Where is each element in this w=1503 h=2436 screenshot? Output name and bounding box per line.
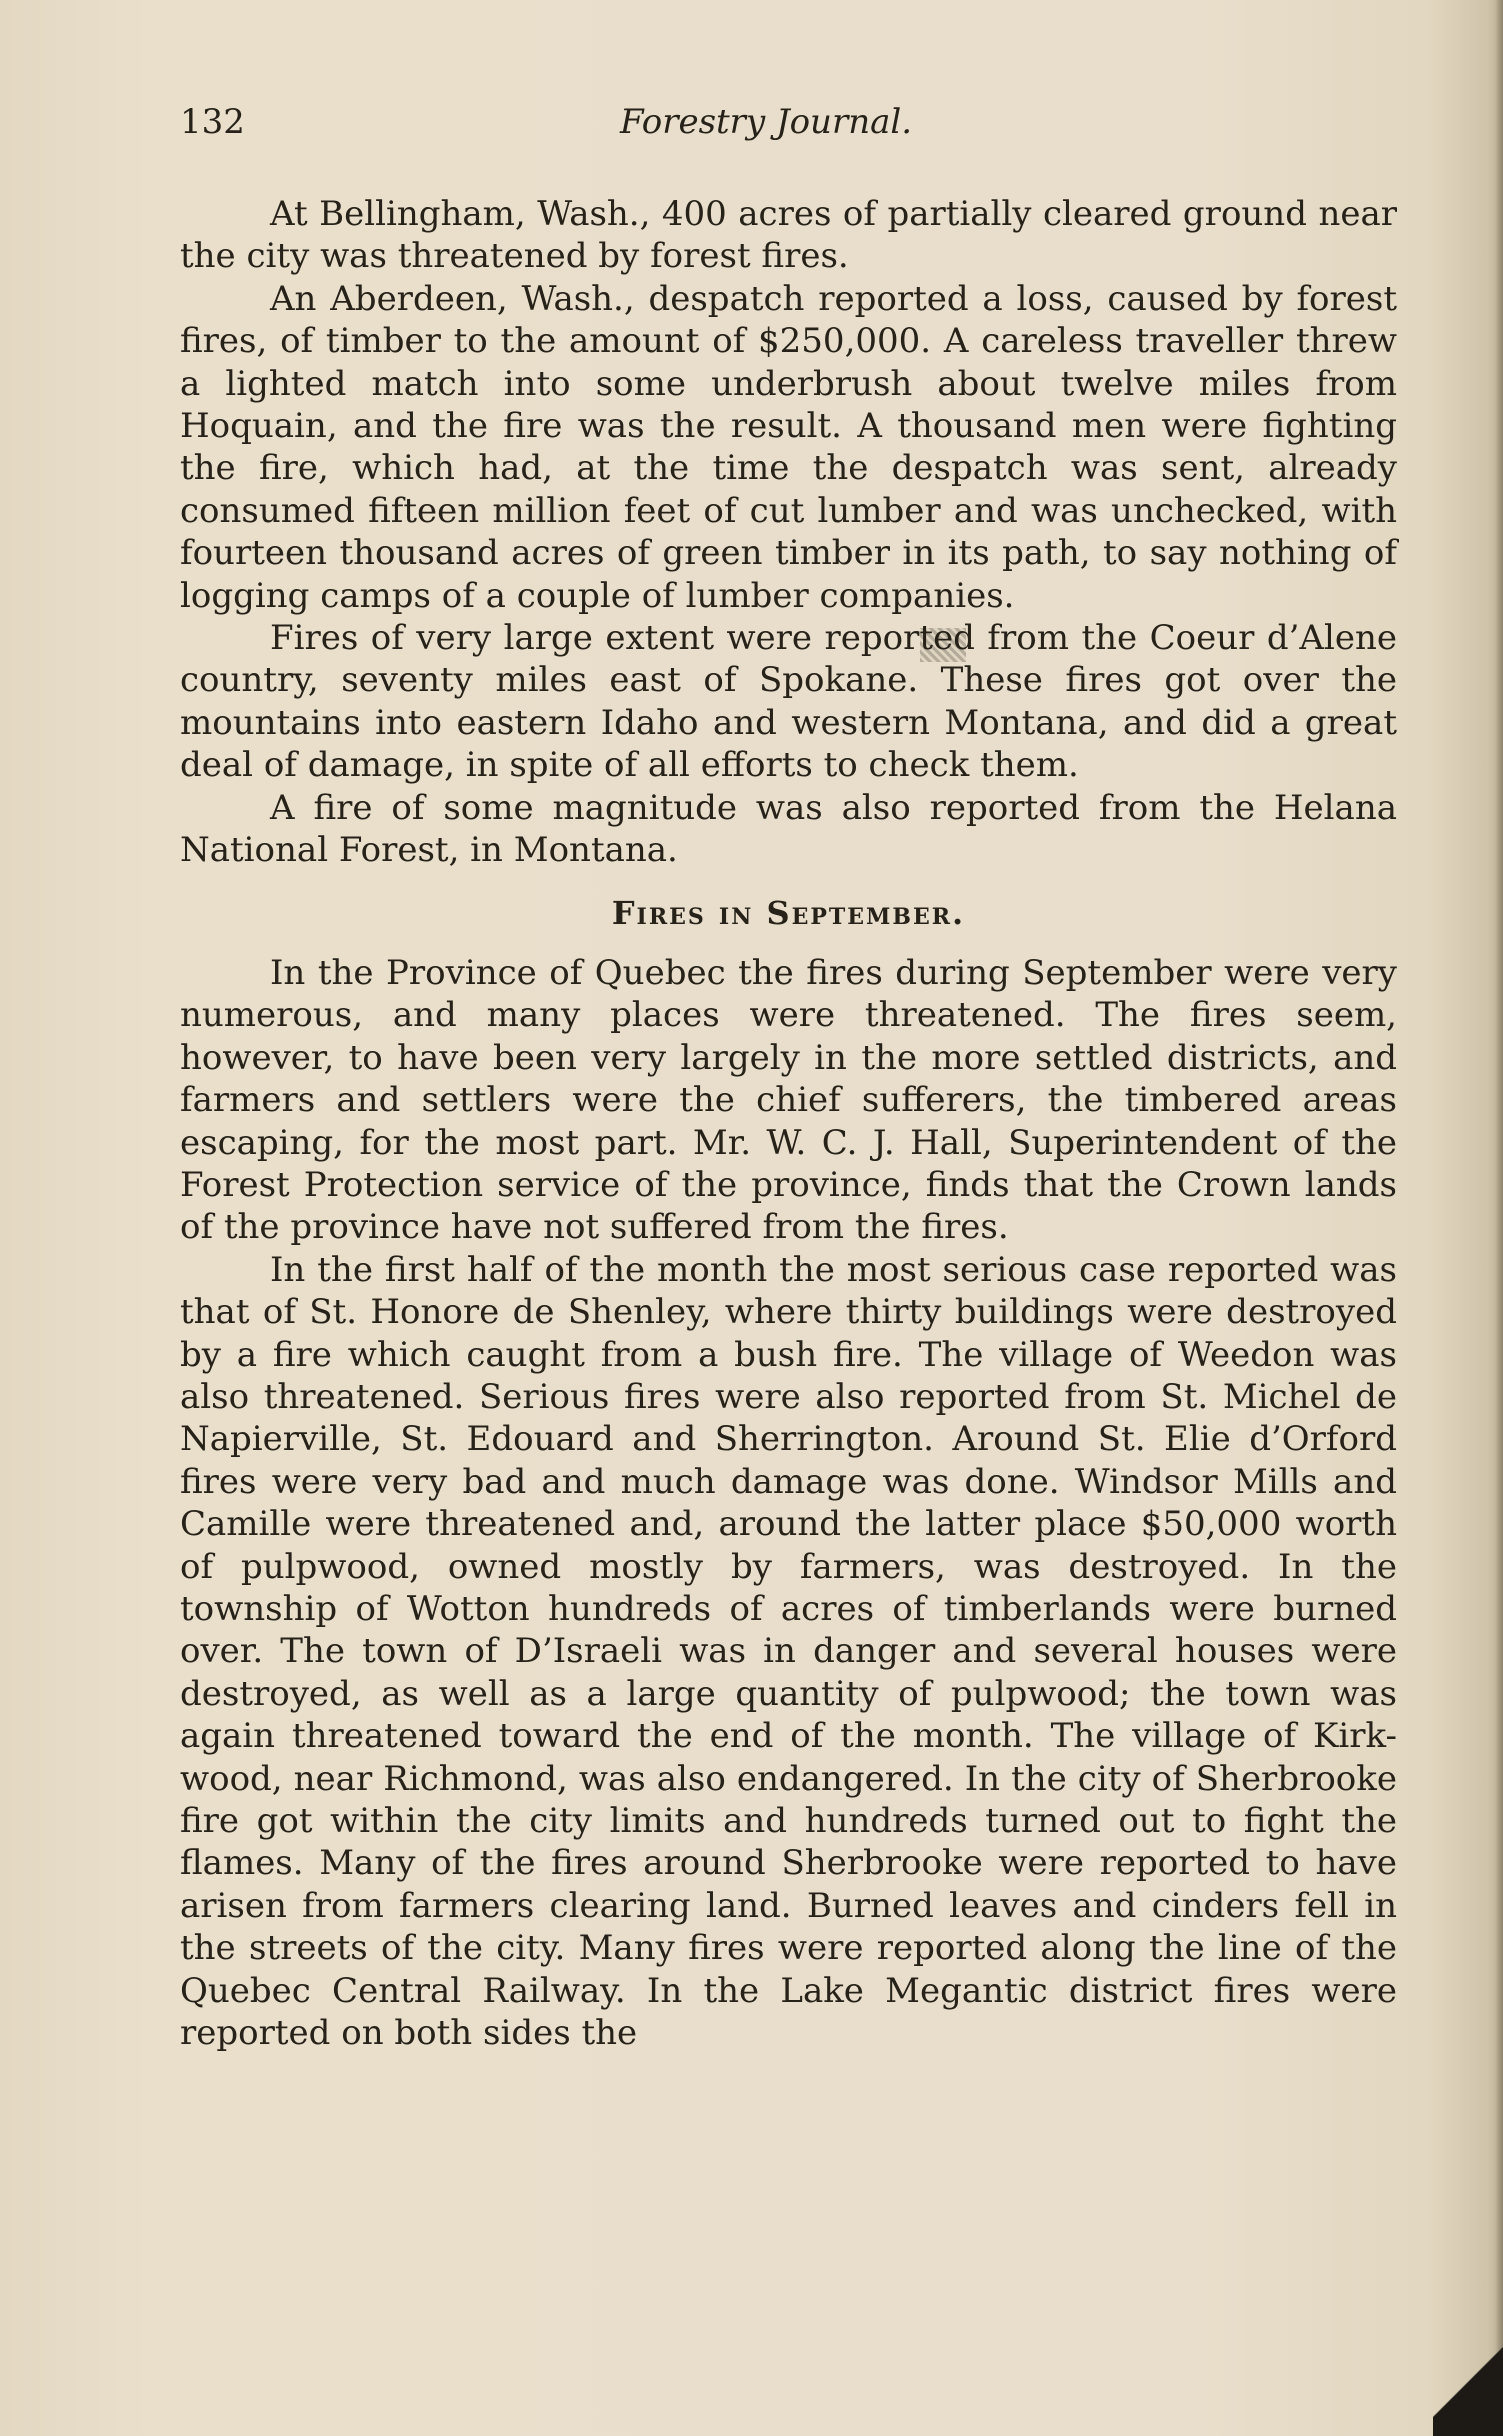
paragraph-quebec: In the Province of Quebec the fires during September were very numerous, and many places were threatened. The fires seem, however, to have been very largely in the more settled districts, and farmers and settlers were the chief sufferers, the timbered areas escaping, for the most part. Mr. W. C. J. Hall, Superintendent of the Forest Protection service of the province, finds that the Crown lands of the province have not suffered from the fires. <box>180 952 1397 1248</box>
paragraph-aberdeen: An Aberdeen, Wash., despatch reported a loss, caused by forest fires, of timber to the amount of $250,000. A careless traveller threw a lighted match into some underbrush about twelve miles from Hoquain, and the fire was the result. A thousand men were fighting the fire, which had, at the time the despatch was sent, already consumed fifteen million feet of cut lumber and was unchecked, with fourteen thousand acres of green timber in its path, to say nothing of logging camps of a couple of lumber companies. <box>180 278 1397 616</box>
running-header <box>180 102 1397 152</box>
journal-title: Forestry Journal. <box>620 102 913 142</box>
paragraph-coeur-dalene: Fires of very large extent were reported from the Coeur d’Alene country, seventy miles east of Spokane. These fires got over the mountains into eastern Idaho and western Montana, and did a great deal of damage, in spite of all efforts to check them. <box>180 618 1397 786</box>
section-heading: Fires in September. <box>611 893 966 932</box>
paragraph-helana: A fire of some magnitude was also reported from the Helana National Forest, in Montana. <box>180 787 1397 871</box>
paragraph-first-half: In the first half of the month the most serious case reported was that of St. Honore de Shenley, where thirty buildings were destroyed by a fire which caught from a bush fire. The village of Weedon was also threatened. Serious fires were also reported from St. Michel de Napierville, St. Edouard and Sherrington. Around St. Elie d’Orford fires were very bad and much damage was done. Windsor Mills and Camille were threatened and, around the latter place $50,000 worth of pulpwood, owned mostly by farmers, was destroyed. In the township of Wotton hundreds of acres of timberlands were burned over. The town of D’Israeli was in danger and several houses were destroyed, as well as a large quantity of pulpwood; the town was again threatened toward the end of the month. The village of Kirk-wood, near Richmond, was also endangered. In the city of Sherbrooke fire got within the city limits and hundreds turned out to fight the flames. Many of the fires around Sherbrooke were reported to have arisen from farmers clearing land. Burned leaves and cinders fell in the streets of the city. Many fires were reported along the line of the Quebec Central Railway. In the Lake Megantic district fires were reported on both sides the <box>180 1249 1397 2054</box>
page-edge-shadow <box>1495 0 1503 2436</box>
paragraph-bellingham: At Bellingham, Wash., 400 acres of partially cleared ground near the city was threatened by forest fires. <box>180 194 1397 277</box>
article-body <box>180 193 1397 2054</box>
page-corner-shadow <box>1433 2326 1503 2436</box>
page-number: 132 <box>180 102 245 142</box>
